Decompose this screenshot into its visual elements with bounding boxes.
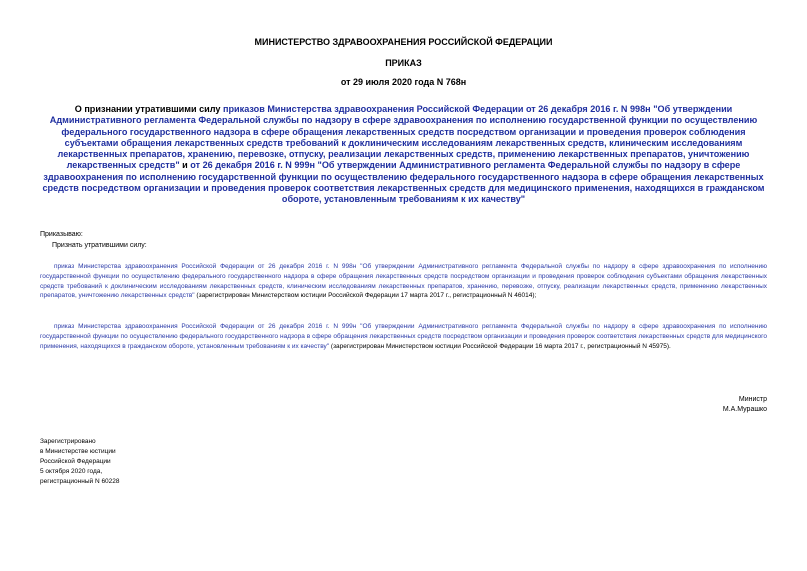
ministry-heading: МИНИСТЕРСТВО ЗДРАВООХРАНЕНИЯ РОССИЙСКОЙ ФЕДЕРАЦИИ [254, 37, 553, 47]
signature-block [723, 395, 767, 415]
registration-date: 5 октября 2020 года, [40, 468, 103, 475]
registration-line: Зарегистрировано [40, 438, 96, 445]
order-word: Приказываю: [40, 231, 83, 238]
registration-line: в Министерстве юстиции [40, 448, 116, 455]
order-999n-link[interactable]: приказ Министерства здравоохранения Российской Федерации от 26 декабря 2016 г. N 999н "Об утверждении Административного регламента Федеральной службы по надзору в сфере здравоохранения по исполнению государственной функции по осуществлению федерального государственного надзора в сфере обращения лекарственных средств посредством организации и проведения проверок соответствия лекарственных средств для медицинского применения, находящихся в гражданском обороте, установленным требованиям к их качеству" [40, 323, 767, 350]
title-link-998n[interactable]: приказов Министерства здравоохранения Российской Федерации от 26 декабря 2016 г. N 998н "Об утверждении Административного регламента Федеральной службы по надзору в сфере здравоохранения по исполнению государственной функции по осуществлению федерального государственного надзора в сфере обращения лекарственных средств посредством организации и проведения проверок соблюдения субъектами обращения лекарственных средств требований к доклиническим исследованиям лекарственных средств, клиническим исследованиям лекарственных препаратов, хранению, перевозке, отпуску, реализации лекарственных средств, применению лекарственных препаратов, уничтожению лекарственных средств" [49, 104, 758, 171]
document-title [40, 104, 767, 206]
registration-number: регистрационный N 60228 [40, 478, 120, 485]
order-998n-link[interactable]: приказ Министерства здравоохранения Российской Федерации от 26 декабря 2016 г. N 998н "Об утверждении Административного регламента Федеральной службы по надзору в сфере здравоохранения по исполнению государственной функции по осуществлению федерального государственного надзора в сфере обращения лекарственных средств посредством организации и проведения проверок соблюдения субъектами обращения лекарственных средств требований к доклиническим исследованиям лекарственных средств, клиническим исследованиям лекарственных препаратов, хранению, перевозке, отпуску, реализации лекарственных средств, применению лекарственных препаратов, уничтожению лекарственных средств" [40, 263, 767, 300]
title-prefix: О признании утратившими силу [74, 104, 223, 114]
annulled-order-998n-paragraph [40, 262, 767, 301]
registration-line: Российской Федерации [40, 458, 111, 465]
signatory-name: М.А.Мурашко [722, 406, 767, 413]
order-998n-registration: (зарегистрирован Министерством юстиции Российской Федерации 17 марта 2017 г., регистрационный N 46014); [194, 292, 537, 300]
order-999n-registration: (зарегистрирован Министерством юстиции Российской Федерации 16 марта 2017 г., регистрационный N 45975). [329, 342, 671, 350]
title-conjunction: и [179, 160, 191, 171]
title-link-999n[interactable]: от 26 декабря 2016 г. N 999н "Об утверждении Административного регламента Федеральной службы по надзору в сфере здравоохранения по исполнению государственной функции по осуществлению федерального государственного надзора в сфере обращения лекарственных средств посредством организации и проведения проверок соответствия лекарственных средств для медицинского применения, находящихся в гражданском обороте, установленным требованиям к их качеству" [42, 160, 765, 205]
doc-date-number: от 29 июля 2020 года N 768н [340, 77, 467, 87]
doc-type-heading: ПРИКАЗ [385, 58, 422, 68]
annulled-order-999n-paragraph [40, 322, 767, 351]
signatory-position: Министр [738, 396, 767, 403]
annul-line: Признать утратившими силу: [52, 242, 147, 249]
registration-block [40, 437, 120, 487]
